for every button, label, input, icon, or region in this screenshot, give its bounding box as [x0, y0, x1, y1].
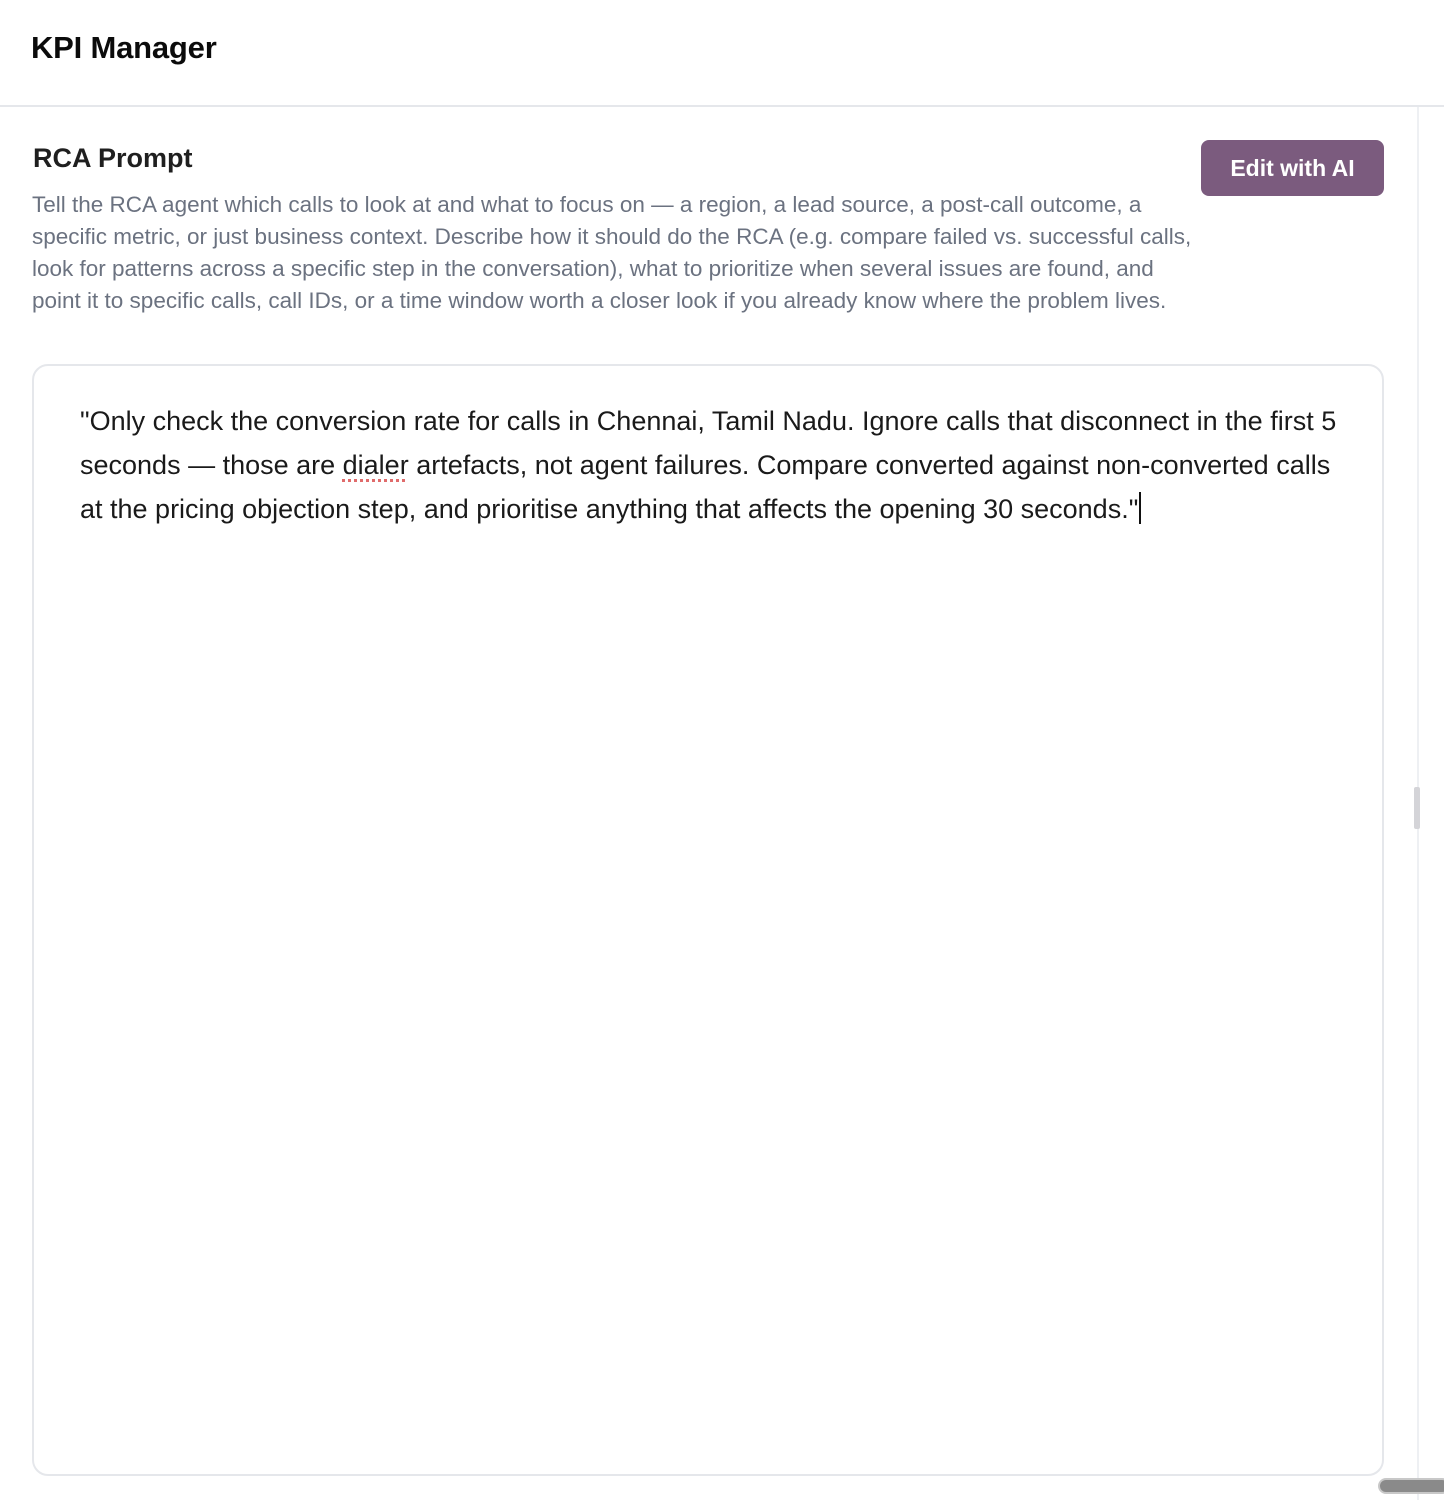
misspelled-word[interactable]: dialer	[342, 450, 409, 480]
horizontal-scrollbar-thumb[interactable]	[1378, 1478, 1444, 1494]
text-caret	[1139, 492, 1141, 524]
top-header	[0, 0, 1444, 107]
prompt-text[interactable]	[80, 399, 1350, 531]
section-title: RCA Prompt	[33, 143, 193, 173]
rca-prompt-textarea[interactable]	[32, 364, 1384, 1476]
prompt-text-part-2: artefacts, not agent failures. Compare converted against non-converted calls at the pricing objection step, and prioritise anything that affects the opening 30 seconds."	[80, 450, 1331, 524]
section-description: Tell the RCA agent which calls to look at and what to focus on — a region, a lead source, a post-call outcome, a specific metric, or just business context. Describe how it should do the RCA (e.g. compare failed vs. successful calls, look for patterns across a specific step in the conversation), what to prioritize when several issues are found, and point it to specific calls, call IDs, or a time window worth a closer look if you already know where the problem lives.	[32, 192, 1192, 313]
edit-with-ai-button[interactable]: Edit with AI	[1201, 140, 1384, 196]
prompt-text-part-1: "Only check the conversion rate for calls in Chennai, Tamil Nadu. Ignore calls that disconnect in the first 5 seconds — those are	[80, 406, 1337, 480]
app-title: KPI Manager	[31, 30, 217, 65]
rca-prompt-panel	[0, 107, 1418, 1500]
